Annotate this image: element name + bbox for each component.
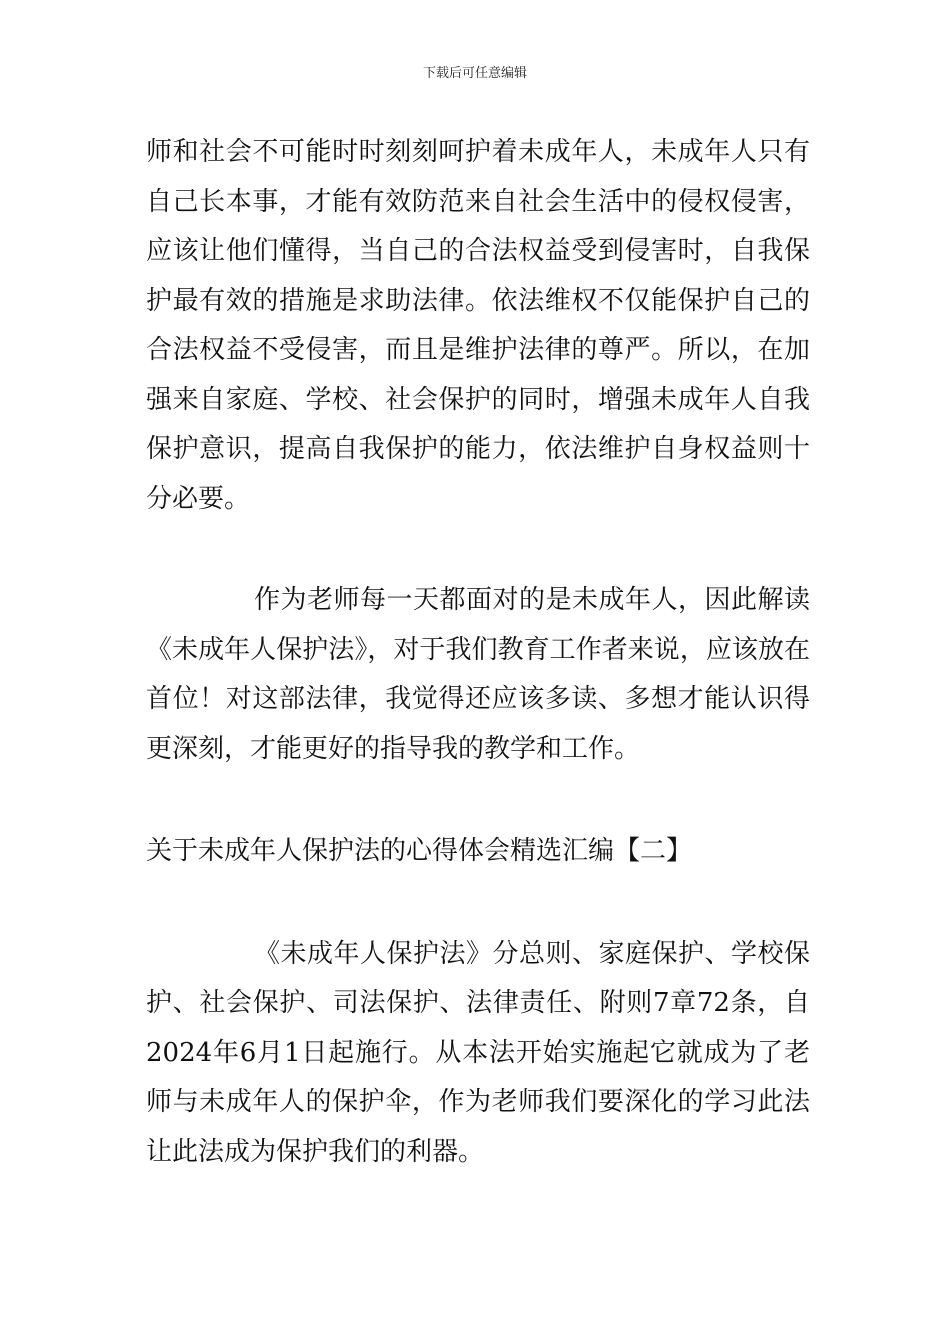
paragraph-teacher-reflection: 作为老师每一天都面对的是未成年人，因此解读《未成年人保护法》，对于我们教育工作者来说，应该放在首位！对这部法律，我觉得还应该多读、多想才能认识得更深刻，才能更好的指导我的教学和工作。 (146, 585, 810, 764)
paragraph-law-overview: 《未成年人保护法》分总则、家庭保护、学校保护、社会保护、司法保护、法律责任、附则7章72条，自2024年6月1日起施行。从本法开始实施起它就成为了老师与未成年人的保护伞，作为老师我们要深化的学习此法让此法成为保护我们的利器。 (146, 938, 810, 1167)
page-header: 下载后可任意编辑 (422, 66, 527, 81)
document-body (146, 128, 810, 1177)
section-heading: 关于未成年人保护法的心得体会精选汇编【二】 (146, 836, 693, 866)
paragraph-continued: 师和社会不可能时时刻刻呵护着未成年人，未成年人只有自己长本事，才能有效防范来自社会生活中的侵权侵害，应该让他们懂得，当自己的合法权益受到侵害时，自我保护最有效的措施是求助法律。依法维权不仅能保护自己的合法权益不受侵害，而且是维护法律的尊严。所以，在加强来自家庭、学校、社会保护的同时，增强未成年人自我保护意识，提高自我保护的能力，依法维护自身权益则十分必要。 (146, 137, 810, 514)
